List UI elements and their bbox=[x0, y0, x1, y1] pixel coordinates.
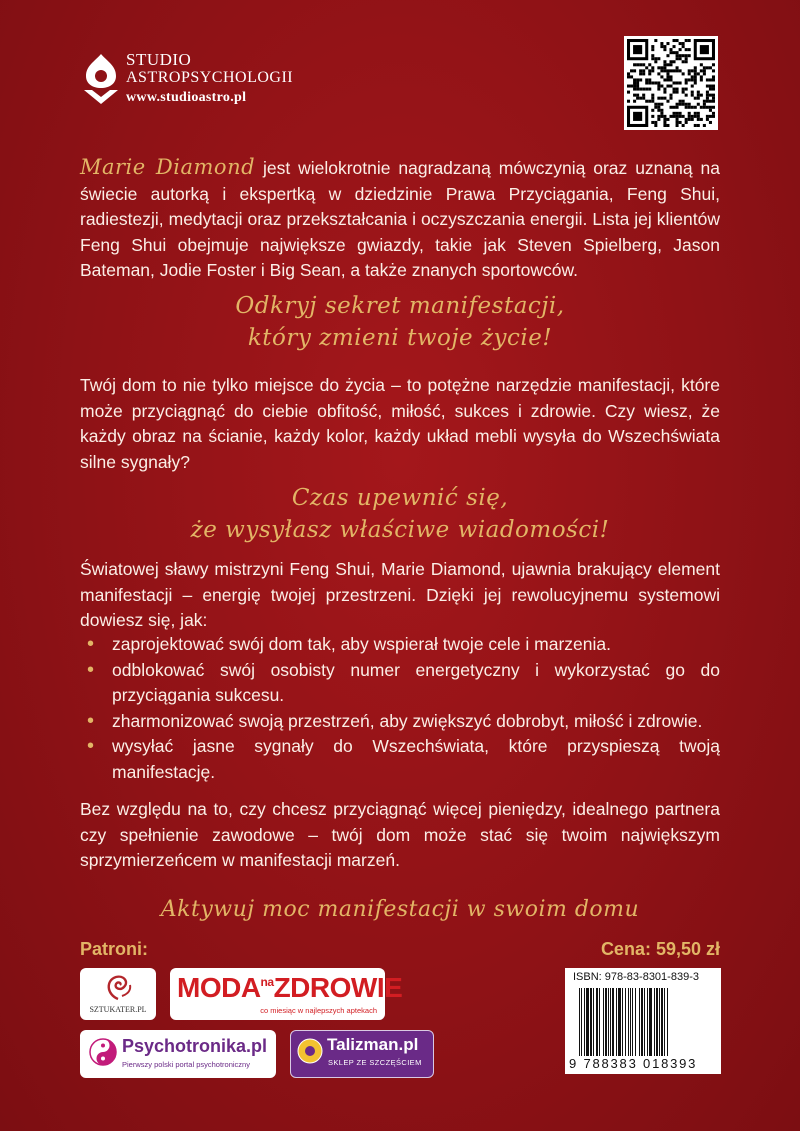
list-item bbox=[80, 734, 720, 785]
barcode-bar bbox=[639, 988, 640, 1056]
heading-secret-line2: który zmieni twoje życie! bbox=[247, 325, 553, 351]
list-item bbox=[80, 658, 720, 709]
bullet-icon: • bbox=[87, 709, 95, 732]
heading-time-line2: że wysyłasz właściwe wiadomości! bbox=[190, 517, 610, 543]
list-item-text: wysyłać jasne sygnały do Wszechświata, które przyspieszą twoją manifestację. bbox=[112, 736, 720, 782]
patron-talizman-logo bbox=[290, 1030, 434, 1078]
barcode-bar bbox=[579, 988, 580, 1056]
barcode-bar bbox=[612, 988, 614, 1056]
patrons-label: Patroni: bbox=[80, 939, 149, 959]
publisher-emblem-icon bbox=[80, 52, 122, 106]
isbn-digits: 9 788383 018393 bbox=[569, 1056, 698, 1071]
heading-activate: Aktywuj moc manifestacji w swoim domu bbox=[160, 897, 640, 922]
paragraph-closing: Bez względu na to, czy chcesz przyciągnąć więcej pieniędzy, idealnego partnera czy spełnienie zawodowe – twój dom może stać się twoim największym sprzymierzeńcem w manifestacji marzeń. bbox=[80, 799, 720, 870]
barcode-bar bbox=[644, 988, 645, 1056]
author-name: Marie Diamond bbox=[80, 155, 256, 179]
paragraph-home: Twój dom to nie tylko miejsce do życia – to potężne narzędzie manifestacji, które może przyciągnąć do ciebie obfitość, miłość, sukces i zdrowie. Czy wiesz, że każdy obraz na ścianie, każdy kolor, każdy układ mebli wysyła do Wszechświata silne sygnały? bbox=[80, 375, 720, 472]
barcode-bar bbox=[618, 988, 621, 1056]
list-item-text: zharmonizować swoją przestrzeń, aby zwiększyć dobrobyt, miłość i zdrowie. bbox=[112, 710, 703, 731]
author-bio bbox=[80, 155, 720, 284]
barcode-bar bbox=[647, 988, 648, 1056]
qr-code bbox=[624, 36, 718, 130]
heading-secret bbox=[80, 290, 720, 354]
qr-code-icon bbox=[627, 39, 715, 127]
barcode-bar bbox=[581, 988, 582, 1056]
zdrowie-word: ZDROWIE bbox=[273, 972, 403, 1003]
barcode-bar bbox=[630, 988, 631, 1056]
list-item bbox=[80, 632, 720, 658]
patron-moda-na-zdrowie-logo bbox=[170, 968, 403, 1020]
barcode-bar bbox=[635, 988, 636, 1056]
psychotronika-name: Psychotronika.pl bbox=[122, 1036, 268, 1056]
barcode-bar bbox=[610, 988, 611, 1056]
barcode-icon bbox=[579, 988, 711, 1056]
bullet-icon: • bbox=[87, 658, 95, 681]
moda-tagline: co miesiąc w najlepszych aptekach bbox=[260, 1006, 377, 1015]
price: Cena: 59,50 zł bbox=[600, 939, 720, 959]
barcode-bar bbox=[656, 988, 658, 1056]
bullet-icon: • bbox=[87, 633, 95, 655]
barcode-bar bbox=[586, 988, 589, 1056]
heading-secret-line1: Odkryj sekret manifestacji, bbox=[235, 293, 565, 319]
barcode-bar bbox=[641, 988, 643, 1056]
list-item-text: odblokować swój osobisty numer energetyczny i wykorzystać go do przyciągania sukcesu. bbox=[112, 659, 720, 705]
barcode-bar bbox=[628, 988, 629, 1056]
barcode-bar bbox=[649, 988, 652, 1056]
barcode-bar bbox=[667, 988, 668, 1056]
barcode-bar bbox=[608, 988, 609, 1056]
talizman-tagline: SKLEP ZE SZCZĘŚCIEM bbox=[328, 1058, 422, 1067]
publisher-logo bbox=[80, 50, 320, 120]
heading-time-line1: Czas upewnić się, bbox=[291, 485, 509, 511]
patron-psychotronika-logo bbox=[80, 1030, 276, 1078]
author-bio-text: jest wielokrotnie nagradzaną mówczynią oraz uznaną na świecie autorką i ekspertką w dziedzinie Prawa Przyciągania, Feng Shui, radiestezji, medytacji oraz przekształcania i oczyszczania energii. Lista jej klientów Feng Shui obejmuje największe gwiazdy, takie jak Steven Spielberg, Jason Bateman, Jodie Foster i Big Sean, a także znanych sportowców. bbox=[80, 158, 720, 280]
barcode-bar bbox=[599, 988, 600, 1056]
bullet-icon: • bbox=[87, 735, 95, 757]
barcode-bar bbox=[603, 988, 604, 1056]
barcode-bar bbox=[616, 988, 617, 1056]
barcode-bar bbox=[622, 988, 623, 1056]
publisher-website: www.studioastro.pl bbox=[126, 90, 247, 105]
list-item-text: zaprojektować swój dom tak, aby wspierał twoje cele i marzenia. bbox=[112, 634, 611, 654]
yin-yang-icon bbox=[88, 1037, 118, 1067]
isbn-label: ISBN: 978-83-8301-839-3 bbox=[573, 971, 699, 983]
barcode-bar bbox=[659, 988, 660, 1056]
barcode-bar bbox=[625, 988, 626, 1056]
na-word: na bbox=[260, 975, 274, 989]
paragraph-master: Światowej sławy mistrzyni Feng Shui, Marie Diamond, ujawnia brakujący element manifestacji – energię twojej przestrzeni. Dzięki jej rewolucyjnemu systemowi dowiesz się, jak: bbox=[80, 559, 720, 630]
psychotronika-tagline: Pierwszy polski portal psychotroniczny bbox=[122, 1060, 250, 1069]
talizman-coin-icon bbox=[297, 1038, 323, 1064]
sztukater-swirl-icon bbox=[102, 972, 134, 1002]
barcode-bar bbox=[605, 988, 607, 1056]
barcode-bar bbox=[664, 988, 665, 1056]
talizman-name: Talizman.pl bbox=[327, 1035, 419, 1054]
barcode-bar bbox=[584, 988, 585, 1056]
barcode-bar bbox=[596, 988, 598, 1056]
moda-word: MODA bbox=[177, 972, 261, 1003]
list-item bbox=[80, 709, 720, 735]
barcode-bar bbox=[593, 988, 594, 1056]
publisher-name-line2: ASTROPSYCHOLOGII bbox=[126, 69, 294, 86]
publisher-name-line1: STUDIO bbox=[126, 50, 192, 69]
barcode-bar bbox=[661, 988, 663, 1056]
isbn-barcode bbox=[565, 968, 721, 1074]
sztukater-label: SZTUKATER.PL bbox=[89, 1005, 147, 1014]
barcode-bar bbox=[654, 988, 655, 1056]
patron-sztukater-logo bbox=[80, 968, 156, 1020]
benefits-list bbox=[80, 632, 720, 785]
barcode-bar bbox=[632, 988, 633, 1056]
barcode-bar bbox=[590, 988, 592, 1056]
heading-time bbox=[80, 482, 720, 546]
